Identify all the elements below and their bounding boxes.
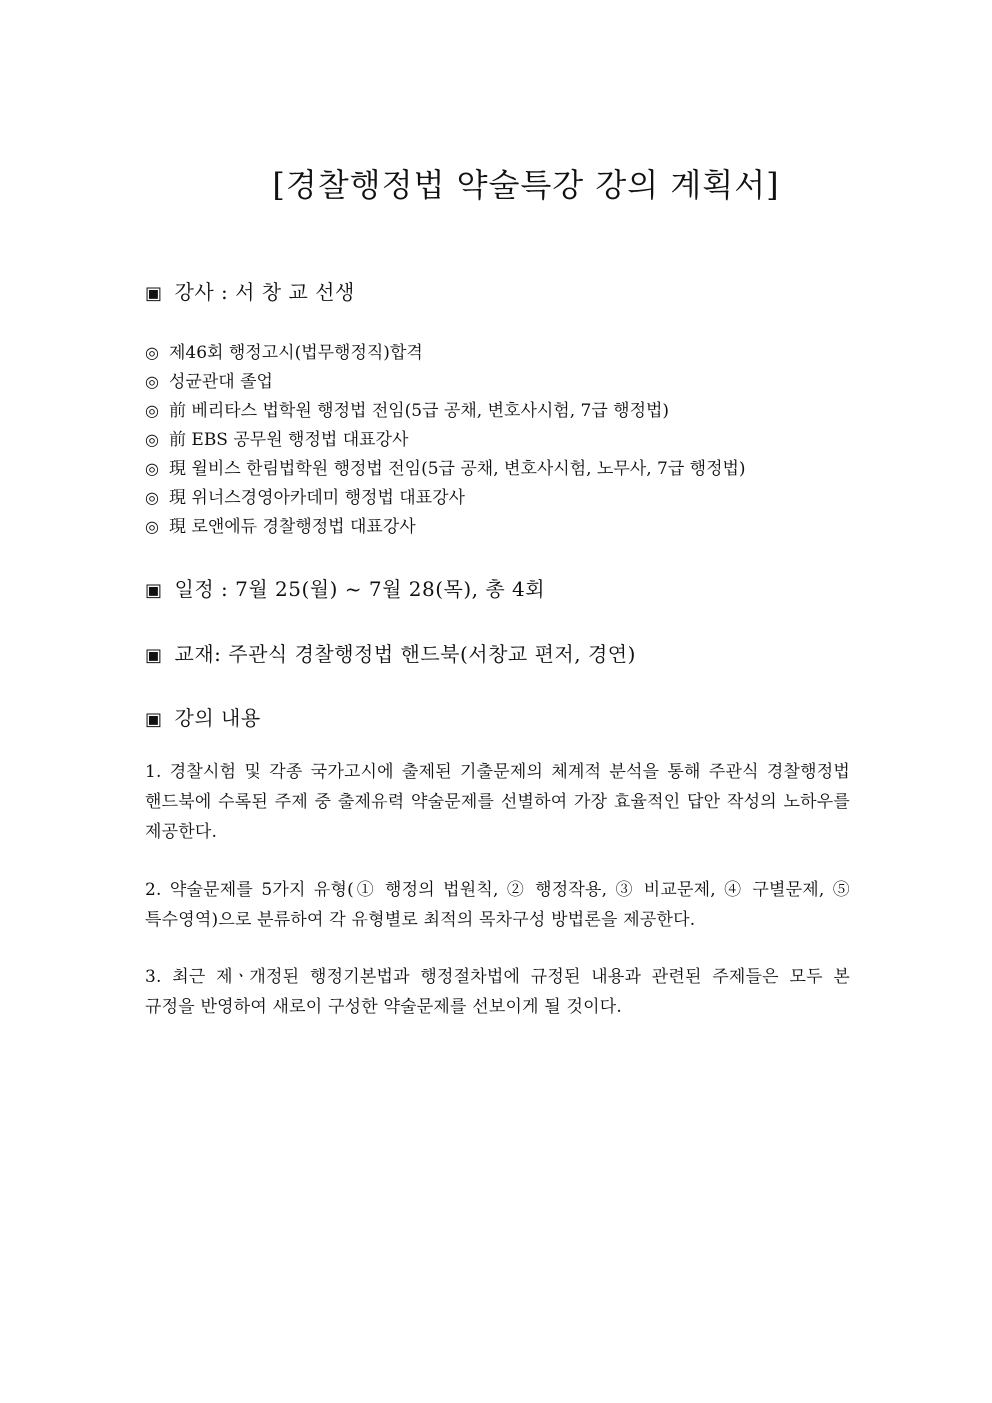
bullet-icon: ◎ <box>145 401 159 420</box>
textbook-text: 교재: 주관식 경찰행정법 핸드북(서창교 편저, 경연) <box>174 642 636 666</box>
section-marker-icon: ▣ <box>145 645 163 666</box>
bullet-icon: ◎ <box>145 517 159 536</box>
list-item: ◎ 現 윌비스 한림법학원 행정법 전임(5급 공채, 변호사시험, 노무사, 7급 행정법) <box>145 456 865 485</box>
bullet-icon: ◎ <box>145 488 159 507</box>
content-heading <box>145 702 261 731</box>
instructor-career-list <box>145 340 865 543</box>
document-title: [경찰행정법 약술특강 강의 계획서] <box>272 166 780 204</box>
list-item: ◎ 前 베리타스 법학원 행정법 전임(5급 공채, 변호사시험, 7급 행정법) <box>145 398 865 427</box>
list-item: ◎ 제46회 행정고시(법무행정직)합격 <box>145 340 865 369</box>
bullet-icon: ◎ <box>145 459 159 478</box>
list-item: ◎ 現 위너스경영아카데미 행정법 대표강사 <box>145 485 865 514</box>
list-item: ◎ 現 로앤에듀 경찰행정법 대표강사 <box>145 514 865 543</box>
bullet-icon: ◎ <box>145 372 159 391</box>
schedule-text: 일정 : 7월 25(월) ~ 7월 28(목), 총 4회 <box>174 577 546 601</box>
section-marker-icon: ▣ <box>145 283 163 304</box>
list-item: ◎ 성균관대 졸업 <box>145 369 865 398</box>
content-heading-text: 강의 내용 <box>174 706 261 730</box>
bullet-icon: ◎ <box>145 430 159 449</box>
section-marker-icon: ▣ <box>145 709 163 730</box>
content-paragraph-1: 1. 경찰시험 및 각종 국가고시에 출제된 기출문제의 체계적 분석을 통해 주관식 경찰행정법 핸드북에 수록된 주제 중 출제유력 약술문제를 선별하여 가장 효율적인 답안 작성의 노하우를 제공한다. <box>145 762 850 842</box>
textbook-line <box>145 638 636 667</box>
instructor-heading <box>145 276 355 305</box>
bullet-icon: ◎ <box>145 343 159 362</box>
content-paragraph-3: 3. 최근 제ㆍ개정된 행정기본법과 행정절차법에 규정된 내용과 관련된 주제들은 모두 본 규정을 반영하여 새로이 구성한 약술문제를 선보이게 될 것이다. <box>145 967 850 1017</box>
list-item: ◎ 前 EBS 공무원 행정법 대표강사 <box>145 427 865 456</box>
content-paragraph-2: 2. 약술문제를 5가지 유형(① 행정의 법원칙, ② 행정작용, ③ 비교문제, ④ 구별문제, ⑤ 특수영역)으로 분류하여 각 유형별로 최적의 목차구성 방법론을 제공한다. <box>145 880 850 930</box>
schedule-line <box>145 573 545 602</box>
section-marker-icon: ▣ <box>145 580 163 601</box>
instructor-heading-text: 강사 : 서 창 교 선생 <box>174 280 355 304</box>
